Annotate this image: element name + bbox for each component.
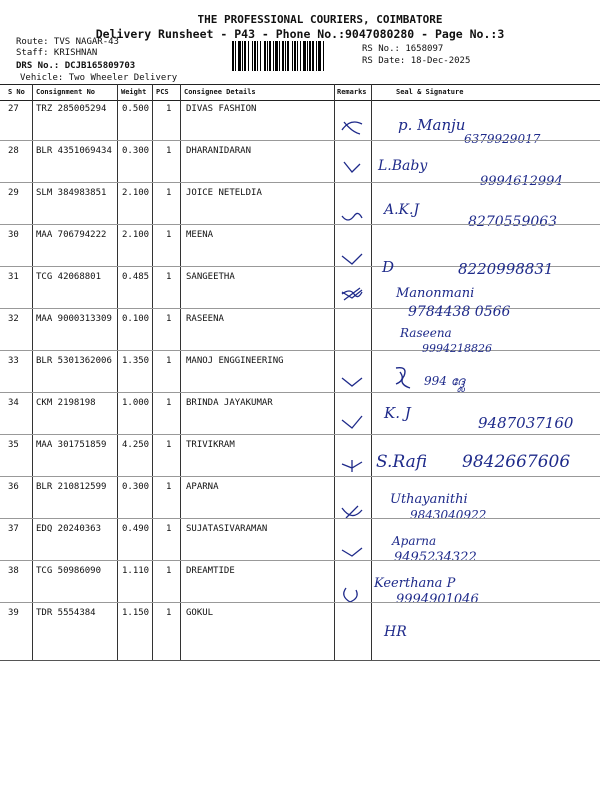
row-phone: 9843040922 (410, 508, 487, 522)
row-weight: 0.300 (122, 146, 150, 156)
row-consignment: CKM 2198198 (36, 398, 96, 408)
remark-tick-mark (340, 118, 364, 136)
row-consignee: GOKUL (186, 608, 214, 618)
row-consignment: MAA 9000313309 (36, 314, 112, 324)
col-sno: S No (8, 88, 25, 96)
barcode-bar (244, 41, 246, 71)
row-pcs: 1 (166, 356, 172, 366)
row-phone: 9842667606 (462, 452, 571, 472)
row-sno: 36 (8, 482, 19, 492)
row-pcs: 1 (166, 272, 172, 282)
barcode-bar (260, 41, 261, 71)
barcode-bar (285, 41, 286, 71)
barcode-bar (307, 41, 308, 71)
row-divider (0, 518, 600, 519)
row-signature: A.K.J (384, 202, 420, 218)
row-sno: 31 (8, 272, 19, 282)
barcode-bar (257, 41, 258, 71)
barcode-bar (232, 41, 234, 71)
row-divider (0, 350, 600, 351)
row-weight: 1.350 (122, 356, 150, 366)
row-signature: K. J (384, 404, 411, 422)
barcode-bar (252, 41, 253, 71)
row-consignment: TCG 42068801 (36, 272, 102, 282)
row-consignee: SUJATASIVARAMAN (186, 524, 268, 534)
row-divider (0, 602, 600, 603)
row-pcs: 1 (166, 440, 172, 450)
row-consignee: SANGEETHA (186, 272, 235, 282)
signature-scribble (392, 364, 414, 390)
row-divider (0, 476, 600, 477)
row-signature: Manonmani (396, 286, 475, 301)
row-consignment: TCG 50986090 (36, 566, 102, 576)
row-weight: 0.100 (122, 314, 150, 324)
row-sno: 37 (8, 524, 19, 534)
row-pcs: 1 (166, 524, 172, 534)
col-pcs: PCS (156, 88, 169, 96)
row-sno: 28 (8, 146, 19, 156)
row-sno: 38 (8, 566, 19, 576)
row-signature: Raseena (400, 326, 452, 340)
remark-tick-mark (340, 158, 364, 176)
row-pcs: 1 (166, 566, 172, 576)
row-pcs: 1 (166, 146, 172, 156)
row-signature: Keerthana P (374, 576, 456, 591)
vehicle-label: Vehicle: Two Wheeler Delivery (20, 73, 178, 83)
row-consignment: SLM 384983851 (36, 188, 107, 198)
remark-tick-mark (340, 252, 364, 270)
rs-date: RS Date: 18-Dec-2025 (362, 56, 471, 66)
col-weight: Weight (121, 88, 147, 96)
row-weight: 0.485 (122, 272, 150, 282)
remark-tick-mark (340, 456, 364, 474)
row-signature: D (382, 258, 395, 276)
drs-number: DRS No.: DCJB165809703 (16, 61, 136, 71)
remark-tick-mark (340, 414, 364, 432)
header-bottom-rule (0, 100, 600, 101)
barcode-bar (279, 41, 280, 71)
row-phone: 9784438 0566 (408, 304, 511, 320)
barcode-bar (287, 41, 289, 71)
row-pcs: 1 (166, 482, 172, 492)
row-signature: Uthayanithi (390, 492, 468, 507)
row-phone: 8270559063 (468, 214, 558, 230)
barcode-bar (242, 41, 243, 71)
row-pcs: 1 (166, 314, 172, 324)
row-weight: 1.150 (122, 608, 150, 618)
row-sno: 32 (8, 314, 19, 324)
barcode-bar (238, 41, 241, 71)
row-weight: 1.000 (122, 398, 150, 408)
row-consignee: MANOJ ENGGINEERING (186, 356, 284, 366)
row-phone: 8220998831 (458, 260, 554, 278)
barcode-bar (312, 41, 314, 71)
runsheet-title: Delivery Runsheet - P43 - Phone No.:9047080280 - Page No.:3 (95, 27, 505, 41)
row-sno: 34 (8, 398, 19, 408)
barcode-bar (248, 41, 249, 71)
row-consignee: DHARANIDARAN (186, 146, 252, 156)
row-pcs: 1 (166, 230, 172, 240)
row-phone: 9994901046 (396, 592, 479, 607)
row-sno: 30 (8, 230, 19, 240)
company-name: THE PROFESSIONAL COURIERS, COIMBATORE (197, 13, 443, 26)
row-consignment: BLR 4351069434 (36, 146, 112, 156)
barcode-bar (316, 41, 317, 71)
barcode-bar (282, 41, 284, 71)
row-signature: HR (384, 624, 407, 640)
barcode-bar (323, 41, 324, 71)
row-weight: 1.110 (122, 566, 150, 576)
remark-tick-mark (340, 374, 364, 392)
row-phone: 9994218826 (422, 342, 492, 355)
barcode-bar (235, 41, 236, 71)
row-divider (0, 392, 600, 393)
row-signature: p. Manju (398, 116, 466, 134)
row-pcs: 1 (166, 608, 172, 618)
row-sno: 27 (8, 104, 19, 114)
row-consignee: DIVAS FASHION (186, 104, 257, 114)
rs-number: RS No.: 1658097 (362, 44, 444, 54)
col-consignee: Consignee Details (184, 88, 256, 96)
barcode-bar (254, 41, 256, 71)
barcode-image (232, 41, 358, 71)
col-consignment: Consignment No (36, 88, 96, 96)
row-divider (0, 140, 600, 141)
row-sno: 29 (8, 188, 19, 198)
remark-tick-mark (340, 286, 364, 304)
row-divider (0, 434, 600, 435)
route-label: Route: TVS NAGAR-43 (16, 37, 119, 47)
remark-tick-mark (340, 504, 364, 522)
barcode-bar (309, 41, 311, 71)
barcode-bar (294, 41, 296, 71)
row-divider (0, 182, 600, 183)
row-pcs: 1 (166, 398, 172, 408)
barcode-bar (267, 41, 268, 71)
row-consignment: TRZ 285005294 (36, 104, 107, 114)
row-sno: 39 (8, 608, 19, 618)
row-note: 994 ദ്ദ്ലേ (424, 374, 465, 388)
row-weight: 2.100 (122, 230, 150, 240)
barcode-bar (273, 41, 274, 71)
row-weight: 4.250 (122, 440, 150, 450)
col-seal: Seal & Signature (396, 88, 464, 96)
barcode-bar (292, 41, 293, 71)
row-consignee: APARNA (186, 482, 219, 492)
col-remarks: Remarks (337, 88, 367, 96)
table-row (0, 608, 600, 650)
header-top-rule (0, 84, 600, 85)
row-consignee: MEENA (186, 230, 214, 240)
row-signature: Aparna (392, 534, 437, 548)
row-pcs: 1 (166, 188, 172, 198)
row-phone: 6379929017 (464, 132, 541, 146)
row-consignment: MAA 706794222 (36, 230, 107, 240)
staff-label: Staff: KRISHNAN (16, 48, 98, 58)
row-phone: 9994612994 (480, 174, 563, 189)
row-weight: 2.100 (122, 188, 150, 198)
row-phone: 9495234322 (394, 550, 477, 565)
barcode-bar (275, 41, 278, 71)
row-weight: 0.490 (122, 524, 150, 534)
row-divider (0, 224, 600, 225)
barcode-bar (318, 41, 321, 71)
row-weight: 0.300 (122, 482, 150, 492)
row-signature: L.Baby (378, 158, 428, 174)
barcode-bar (300, 41, 301, 71)
row-weight: 0.500 (122, 104, 150, 114)
barcode-bar (264, 41, 266, 71)
row-consignment: TDR 5554384 (36, 608, 96, 618)
row-sno: 35 (8, 440, 19, 450)
row-signature: S.Rafi (376, 452, 428, 472)
row-consignee: JOICE NETELDIA (186, 188, 262, 198)
row-consignment: EDQ 20240363 (36, 524, 102, 534)
row-consignment: BLR 210812599 (36, 482, 107, 492)
row-consignee: TRIVIKRAM (186, 440, 235, 450)
row-consignee: DREAMTIDE (186, 566, 235, 576)
row-phone: 9487037160 (478, 414, 574, 432)
row-sno: 33 (8, 356, 19, 366)
row-consignment: BLR 5301362006 (36, 356, 112, 366)
row-pcs: 1 (166, 104, 172, 114)
row-consignment: MAA 301751859 (36, 440, 107, 450)
barcode-bar (303, 41, 306, 71)
table-bottom-rule (0, 660, 600, 661)
row-divider (0, 560, 600, 561)
barcode-bar (297, 41, 298, 71)
row-consignee: BRINDA JAYAKUMAR (186, 398, 273, 408)
row-consignee: RASEENA (186, 314, 224, 324)
barcode-bar (269, 41, 271, 71)
